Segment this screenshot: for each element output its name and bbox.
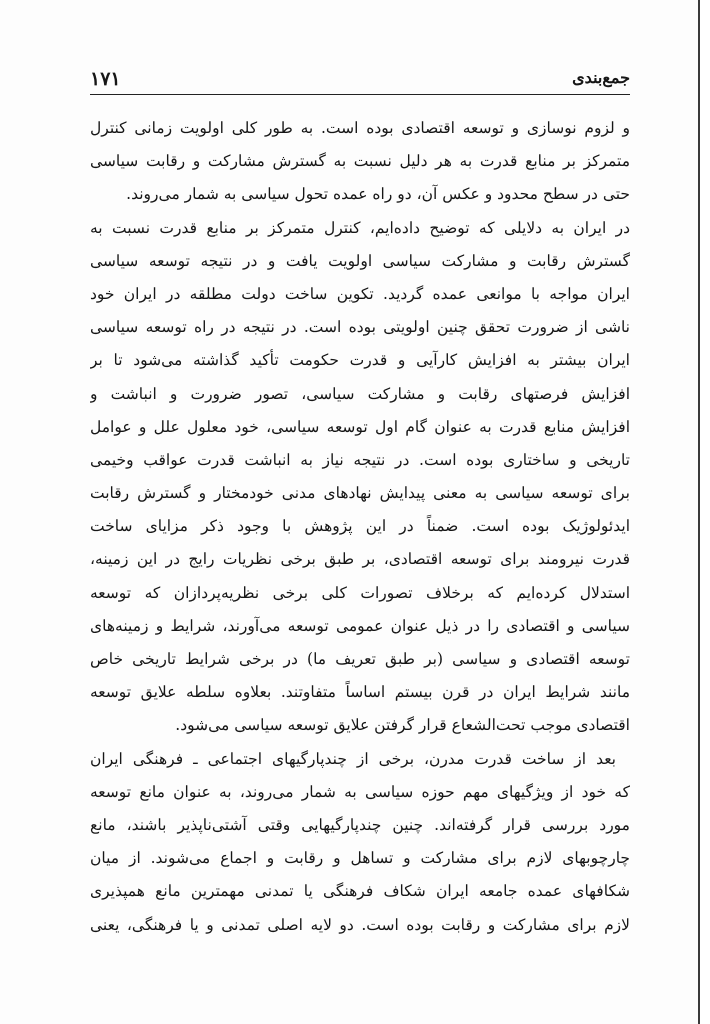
text-line: متمرکز بر منابع قدرت به هر دلیل نسبت به گسترش مشارکت و رقابت سیاسی bbox=[90, 152, 630, 171]
page-number: ۱۷۱ bbox=[90, 68, 121, 90]
text-line: گسترش رقابت و مشارکت سیاسی اولویت یافت و در نتیجه توسعه سیاسی bbox=[90, 251, 630, 270]
text-line: افزایش منابع قدرت به عنوان گام اول توسعه سیاسی، خود معلول علل و عوامل bbox=[90, 417, 630, 436]
text-line: قدرت نیرومند برای توسعه اقتصادی، بر طبق برخی نظریات رایج در این زمینه، bbox=[90, 550, 630, 569]
text-line: شکافهای عمده جامعه ایران شکاف فرهنگی یا تمدنی مهمترین مانع همپذیری bbox=[90, 882, 630, 901]
running-head: جمع‌بندی bbox=[572, 68, 630, 87]
text-line: سیاسی و اقتصادی را در ذیل عنوان عمومی توسعه می‌آورند، شرایط و زمینه‌های bbox=[90, 616, 630, 635]
text-line: ناشی از ضرورت تحقق چنین اولویتی بوده است. در نتیجه در راه توسعه سیاسی bbox=[90, 318, 630, 337]
text-line: حتی در سطح محدود و عکس آن، دو راه عمده تحول سیاسی به شمار می‌روند. bbox=[126, 185, 630, 204]
text-line: ایران مواجه با موانعی عمده گردید. تکوین ساخت دولت مطلقه در ایران خود bbox=[90, 284, 630, 303]
page-header bbox=[90, 64, 630, 95]
body-text bbox=[90, 112, 630, 942]
text-line: توسعه اقتصادی و سیاسی (بر طبق تعریف ما) در برخی شرایط تاریخی خاص bbox=[90, 650, 630, 668]
text-line: بعد از ساخت قدرت مدرن، برخی از چندپارگیهای اجتماعی ـ فرهنگی ایران bbox=[90, 749, 616, 768]
text-line: ایدئولوژیک بوده است. ضمناً در این پژوهش با وجود ذکر مزایای ساخت bbox=[90, 517, 630, 536]
text-line: در ایران به دلایلی که توضیح داده‌ایم، کنترل متمرکز بر منابع قدرت نسبت به bbox=[90, 218, 630, 237]
text-line: لازم برای مشارکت و رقابت بوده است. دو لایه اصلی تمدنی و یا فرهنگی، یعنی bbox=[90, 915, 630, 934]
text-line: که خود از ویژگیهای مهم حوزه سیاسی به شمار می‌روند، به عنوان مانع توسعه bbox=[90, 782, 630, 801]
text-line: افزایش فرصتهای رقابت و مشارکت سیاسی، تصور ضرورت و انباشت و bbox=[90, 384, 630, 403]
text-line: مورد بررسی قرار گرفته‌اند. چنین چندپارگیهایی وقتی آشتی‌ناپذیر باشند، مانع bbox=[90, 815, 630, 834]
text-line: استدلال کرده‌ایم که برخلاف تصورات کلی برخی نظریه‌پردازان که توسعه bbox=[90, 583, 630, 602]
text-line: برای توسعه سیاسی به معنی پیدایش نهادهای مدنی خودمختار و گسترش رقابت bbox=[90, 484, 630, 503]
text-line: چارچوبهای لازم برای مشارکت و تساهل و رقابت و اجماع می‌شوند. از میان bbox=[90, 849, 630, 868]
text-line: تاریخی و ساختاری بوده است. در نتیجه نیاز به انباشت قدرت عواقب وخیمی bbox=[90, 450, 630, 469]
text-line: ایران بیشتر به افزایش کارآیی و قدرت حکومت تأکید گذاشته می‌شود تا بر bbox=[90, 351, 630, 370]
text-line: و لزوم نوسازی و توسعه اقتصادی بوده است. به طور کلی اولویت زمانی کنترل bbox=[90, 119, 630, 137]
text-line: اقتصادی موجب تحت‌الشعاع قرار گرفتن علایق توسعه سیاسی می‌شود. bbox=[175, 716, 630, 735]
text-line: مانند شرایط ایران در قرن بیستم اساساً متفاوتند. بعلاوه سلطه علایق توسعه bbox=[90, 683, 630, 702]
